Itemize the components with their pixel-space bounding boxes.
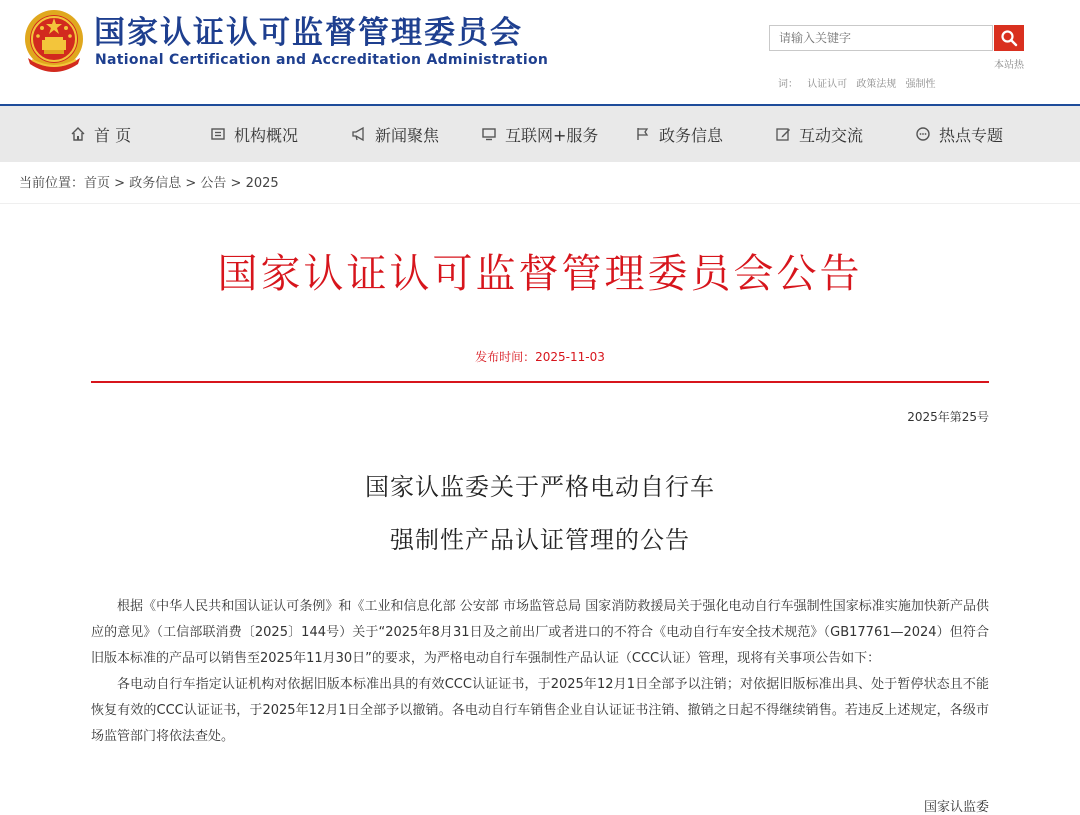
flag-icon — [635, 126, 651, 142]
nav-label: 首 页 — [94, 125, 132, 145]
chat-icon — [915, 126, 931, 142]
breadcrumb-separator: > — [110, 176, 130, 191]
nav-item-gov-info[interactable] — [635, 106, 723, 162]
divider — [0, 203, 1080, 204]
nav-label: 新闻聚焦 — [375, 125, 440, 145]
document-number: 2025年第25号 — [907, 410, 989, 424]
nav-label: 热点专题 — [939, 125, 1004, 145]
signature: 国家认监委 — [923, 800, 989, 815]
breadcrumb-announcement[interactable]: 公告 — [200, 176, 227, 191]
search-icon — [1000, 29, 1018, 47]
edit-icon — [775, 126, 791, 142]
nav-item-hot-topics[interactable] — [915, 106, 1003, 162]
publish-time: 发布时间：2025-11-03 — [475, 350, 605, 364]
site-header — [0, 0, 1080, 104]
paragraph: 各电动自行车指定认证机构对依据旧版本标准出具的有效CCC认证证书，于2025年12月1日全部予以注销；对依据旧版标准出具、处于暂停状态且不能恢复有效的CCC认证证书，于2025年12月1日全部予以撤销。各电动自行车销售企业自认证证书注销、撤销之日起不得继续销售。若违反上述规定，各级市场监管部门将依法查处。 — [91, 677, 989, 744]
article-title-line2: 强制性产品认证管理的公告 — [390, 526, 690, 554]
home-icon — [70, 126, 86, 142]
nav-label: 互联网+服务 — [505, 125, 599, 145]
list-icon — [210, 126, 226, 142]
breadcrumb-gov-info[interactable]: 政务信息 — [129, 176, 182, 191]
site-name-en[interactable]: National Certification and Accreditation Administration — [95, 52, 549, 68]
nav-item-news[interactable] — [351, 106, 439, 162]
article-body — [91, 594, 989, 750]
breadcrumb-home[interactable]: 首页 — [84, 176, 111, 191]
nav-label: 政务信息 — [659, 125, 724, 145]
breadcrumb — [19, 172, 279, 191]
hotword-link[interactable]: 强制性 — [905, 79, 936, 90]
national-emblem-icon[interactable] — [22, 8, 86, 74]
breadcrumb-separator: > — [226, 176, 246, 191]
breadcrumb-prefix: 当前位置： — [19, 176, 85, 191]
nav-item-interaction[interactable] — [775, 106, 863, 162]
nav-item-internet-services[interactable] — [481, 106, 598, 162]
hotword-link[interactable]: 政策法规 — [856, 79, 897, 90]
paragraph: 根据《中华人民共和国认证认可条例》和《工业和信息化部 公安部 市场监管总局 国家消防救援局关于强化电动自行车强制性国家标准实施加快新产品供应的意见》（工信部联消费〔2025〕144号）关于“2025年8月31日及之前出厂或者进口的不符合《电动自行车安全技术规范》（GB17761—2024）但符合旧版本标准的产品可以销售至2025年11月30日”的要求，为严格电动自行车强制性产品认证（CCC认证）管理，现将有关事项公告如下： — [91, 599, 989, 666]
nav-label: 互动交流 — [799, 125, 864, 145]
breadcrumb-year[interactable]: 2025 — [245, 176, 279, 191]
red-divider — [91, 381, 989, 383]
hotwords-label: 词： — [778, 79, 798, 90]
nav-item-home[interactable] — [70, 106, 131, 162]
breadcrumb-separator: > — [181, 176, 201, 191]
search-button[interactable] — [994, 25, 1024, 51]
main-nav — [0, 104, 1080, 162]
megaphone-icon — [351, 126, 367, 142]
hotword-link[interactable]: 认证认可 — [807, 79, 848, 90]
search-input[interactable] — [769, 25, 993, 51]
site-name-cn[interactable]: 国家认证认可监督管理委员会 — [94, 15, 523, 51]
nav-item-about[interactable] — [210, 106, 298, 162]
site-search-label[interactable]: 本站热 — [994, 60, 1024, 71]
hotwords — [778, 75, 942, 90]
article-title-line1: 国家认监委关于严格电动自行车 — [365, 473, 715, 501]
nav-label: 机构概况 — [234, 125, 299, 145]
monitor-icon — [481, 126, 497, 142]
document-title: 国家认证认可监督管理委员会公告 — [217, 251, 863, 297]
